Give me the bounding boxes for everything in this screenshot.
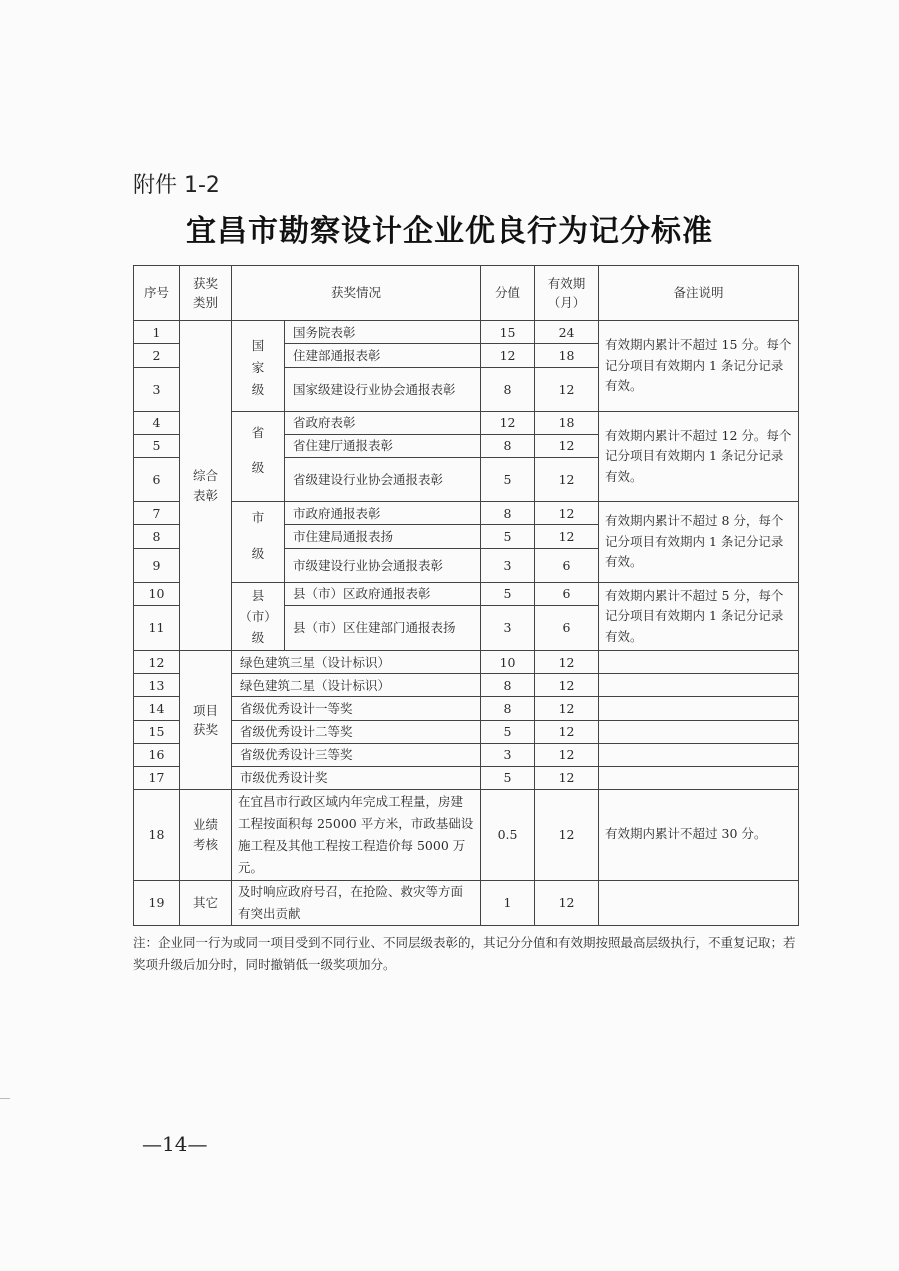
header-score: 分值 xyxy=(481,266,535,321)
level-national xyxy=(232,321,285,412)
row-score: 15 xyxy=(481,321,535,344)
table-row xyxy=(134,582,799,605)
row-score: 3 xyxy=(481,548,535,582)
row-remark xyxy=(599,766,799,789)
row-no: 8 xyxy=(134,525,180,548)
row-validity: 12 xyxy=(535,434,599,457)
remark-county: 有效期内累计不超过 5 分，每个记分项目有效期内 1 条记分记录有效。 xyxy=(599,582,799,650)
level-province xyxy=(232,411,285,502)
row-no: 2 xyxy=(134,344,180,367)
row-score: 10 xyxy=(481,651,535,674)
row-score: 0.5 xyxy=(481,789,535,880)
row-no: 6 xyxy=(134,458,180,502)
row-no: 11 xyxy=(134,605,180,650)
row-score: 5 xyxy=(481,525,535,548)
row-no: 17 xyxy=(134,766,180,789)
group-performance-line2: 考核 xyxy=(192,836,218,852)
row-award: 省级优秀设计一等奖 xyxy=(232,697,481,720)
group-performance xyxy=(180,789,232,880)
group-comprehensive xyxy=(180,321,232,651)
row-score: 8 xyxy=(481,434,535,457)
table-row xyxy=(134,674,799,697)
table-row xyxy=(134,651,799,674)
row-award: 绿色建筑二星（设计标识） xyxy=(232,674,481,697)
group-project-line2: 获奖 xyxy=(192,722,218,738)
row-award: 市级优秀设计奖 xyxy=(232,766,481,789)
row-no: 7 xyxy=(134,502,180,525)
table-row xyxy=(134,743,799,766)
level-national-3: 级 xyxy=(251,381,265,397)
row-award: 省政府表彰 xyxy=(285,411,481,434)
table-row xyxy=(134,502,799,525)
row-validity: 12 xyxy=(535,651,599,674)
row-validity: 12 xyxy=(535,458,599,502)
level-county xyxy=(232,582,285,650)
row-remark xyxy=(599,880,799,926)
header-validity-line2: （月） xyxy=(547,295,586,311)
table-row xyxy=(134,321,799,344)
row-no: 13 xyxy=(134,674,180,697)
level-county-2: （市） xyxy=(239,609,277,624)
table-row xyxy=(134,789,799,880)
page-number: —14— xyxy=(142,1132,208,1156)
row-no: 3 xyxy=(134,367,180,411)
row-validity: 12 xyxy=(535,720,599,743)
group-performance-line1: 业绩 xyxy=(192,817,218,833)
row-no: 14 xyxy=(134,697,180,720)
row-score: 3 xyxy=(481,743,535,766)
attachment-label: 附件 1-2 xyxy=(133,173,220,198)
header-category xyxy=(180,266,232,321)
row-award: 国家级建设行业协会通报表彰 xyxy=(285,367,481,411)
level-province-2: 级 xyxy=(251,460,265,476)
table-row xyxy=(134,411,799,434)
row-score: 1 xyxy=(481,880,535,926)
scoring-table xyxy=(133,265,799,926)
group-project xyxy=(180,651,232,790)
remark-performance: 有效期内累计不超过 30 分。 xyxy=(599,789,799,880)
level-county-1: 县 xyxy=(251,588,265,603)
row-score: 12 xyxy=(481,344,535,367)
row-validity: 12 xyxy=(535,743,599,766)
row-no: 10 xyxy=(134,582,180,605)
table-row xyxy=(134,766,799,789)
remark-city: 有效期内累计不超过 8 分，每个记分项目有效期内 1 条记分记录有效。 xyxy=(599,502,799,582)
row-validity: 12 xyxy=(535,697,599,720)
row-validity: 18 xyxy=(535,344,599,367)
row-score: 8 xyxy=(481,697,535,720)
row-no: 18 xyxy=(134,789,180,880)
row-award: 市级建设行业协会通报表彰 xyxy=(285,548,481,582)
group-other: 其它 xyxy=(180,880,232,926)
row-score: 5 xyxy=(481,458,535,502)
level-national-1: 国 xyxy=(251,337,265,353)
row-validity: 12 xyxy=(535,367,599,411)
row-validity: 12 xyxy=(535,880,599,926)
header-award: 获奖情况 xyxy=(232,266,481,321)
row-award: 在宜昌市行政区域内年完成工程量，房建工程按面积每 25000 平方米，市政基础设施工程及其他工程按工程造价每 5000 万元。 xyxy=(232,789,481,880)
row-validity: 12 xyxy=(535,766,599,789)
row-score: 3 xyxy=(481,605,535,650)
level-city xyxy=(232,502,285,582)
row-award: 市政府通报表彰 xyxy=(285,502,481,525)
table-row xyxy=(134,697,799,720)
row-award: 省级优秀设计三等奖 xyxy=(232,743,481,766)
row-remark xyxy=(599,720,799,743)
level-national-2: 家 xyxy=(251,359,265,375)
row-validity: 12 xyxy=(535,674,599,697)
row-score: 5 xyxy=(481,766,535,789)
row-award: 绿色建筑三星（设计标识） xyxy=(232,651,481,674)
row-validity: 12 xyxy=(535,525,599,548)
row-no: 1 xyxy=(134,321,180,344)
row-validity: 24 xyxy=(535,321,599,344)
row-validity: 6 xyxy=(535,548,599,582)
row-no: 16 xyxy=(134,743,180,766)
row-validity: 12 xyxy=(535,789,599,880)
header-validity-line1: 有效期 xyxy=(547,275,586,291)
remark-national: 有效期内累计不超过 15 分。每个记分项目有效期内 1 条记分记录有效。 xyxy=(599,321,799,412)
row-award: 国务院表彰 xyxy=(285,321,481,344)
row-remark xyxy=(599,651,799,674)
row-award: 县（市）区政府通报表彰 xyxy=(285,582,481,605)
row-award: 省级建设行业协会通报表彰 xyxy=(285,458,481,502)
group-project-line1: 项目 xyxy=(192,702,218,718)
header-remark: 备注说明 xyxy=(599,266,799,321)
row-award: 省住建厅通报表彰 xyxy=(285,434,481,457)
footnote: 注：企业同一行为或同一项目受到不同行业、不同层级表彰的，其记分分值和有效期按照最高层级执行，不重复记取；若奖项升级后加分时，同时撤销低一级奖项加分。 xyxy=(133,935,796,972)
row-award: 省级优秀设计二等奖 xyxy=(232,720,481,743)
row-score: 8 xyxy=(481,367,535,411)
row-award: 及时响应政府号召，在抢险、救灾等方面有突出贡献 xyxy=(232,880,481,926)
row-validity: 18 xyxy=(535,411,599,434)
row-validity: 6 xyxy=(535,605,599,650)
header-validity xyxy=(535,266,599,321)
row-no: 19 xyxy=(134,880,180,926)
row-no: 15 xyxy=(134,720,180,743)
row-no: 12 xyxy=(134,651,180,674)
header-category-line1: 获奖 xyxy=(192,275,218,291)
header-category-line2: 类别 xyxy=(192,295,218,311)
row-no: 4 xyxy=(134,411,180,434)
row-remark xyxy=(599,674,799,697)
document-title: 宜昌市勘察设计企业优良行为记分标准 xyxy=(186,214,713,249)
table-row xyxy=(134,720,799,743)
row-validity: 6 xyxy=(535,582,599,605)
row-no: 5 xyxy=(134,434,180,457)
row-validity: 12 xyxy=(535,502,599,525)
row-award: 市住建局通报表扬 xyxy=(285,525,481,548)
level-county-3: 级 xyxy=(251,630,265,645)
row-remark xyxy=(599,743,799,766)
row-award: 住建部通报表彰 xyxy=(285,344,481,367)
row-score: 5 xyxy=(481,720,535,743)
row-score: 5 xyxy=(481,582,535,605)
group-comprehensive-line2: 表彰 xyxy=(192,487,218,503)
row-no: 9 xyxy=(134,548,180,582)
level-city-1: 市 xyxy=(251,509,265,525)
scan-margin-mark xyxy=(0,1098,10,1099)
header-seq: 序号 xyxy=(134,266,180,321)
group-comprehensive-line1: 综合 xyxy=(192,468,218,484)
table-row xyxy=(134,880,799,926)
remark-province: 有效期内累计不超过 12 分。每个记分项目有效期内 1 条记分记录有效。 xyxy=(599,411,799,502)
row-score: 8 xyxy=(481,502,535,525)
row-award: 县（市）区住建部门通报表扬 xyxy=(285,605,481,650)
row-score: 8 xyxy=(481,674,535,697)
row-score: 12 xyxy=(481,411,535,434)
row-remark xyxy=(599,697,799,720)
header-row xyxy=(134,266,799,321)
level-province-1: 省 xyxy=(251,425,265,441)
level-city-2: 级 xyxy=(251,545,265,561)
